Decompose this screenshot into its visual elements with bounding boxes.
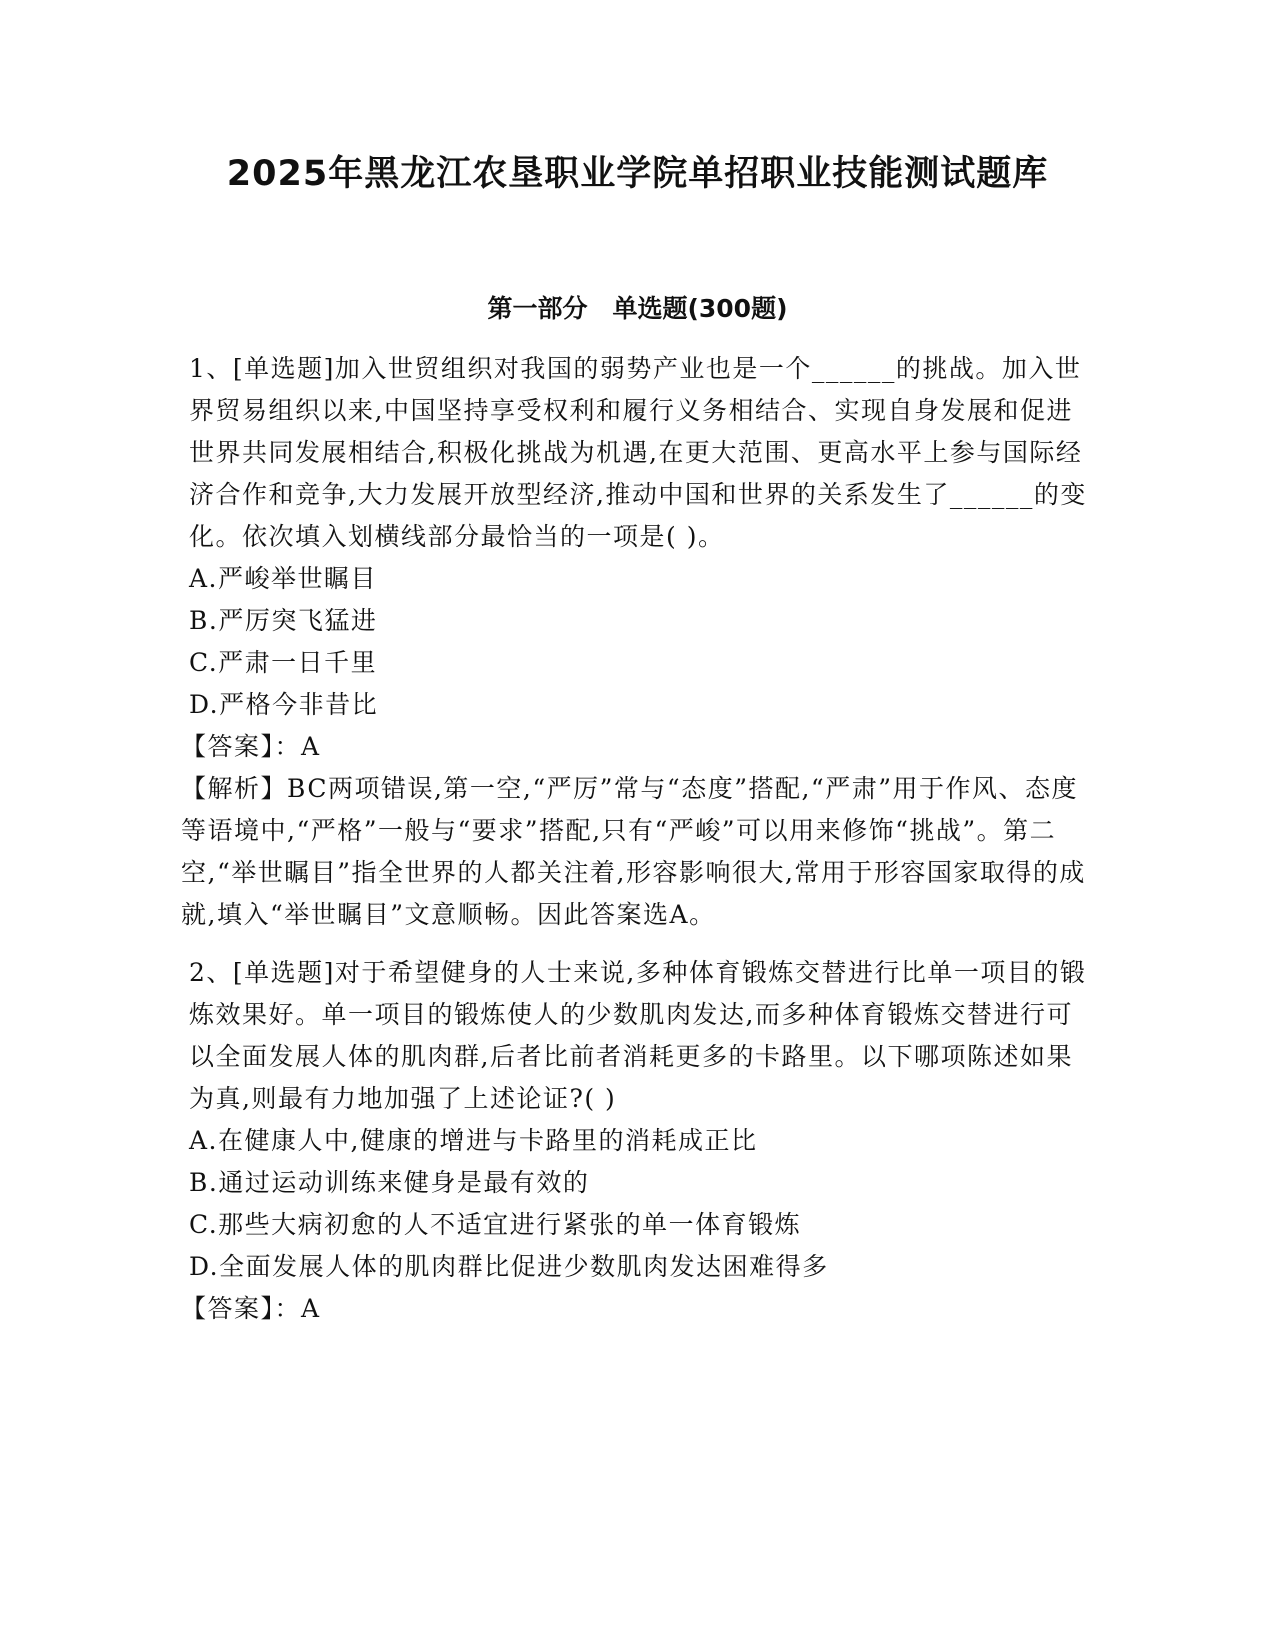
option-a: A.严峻举世瞩目 <box>189 564 378 593</box>
answer: 【答案】：A <box>181 732 321 761</box>
option-b: B.严厉突飞猛进 <box>189 606 378 635</box>
question-2 <box>181 952 1089 1330</box>
option-d: D.全面发展人体的肌肉群比促进少数肌肉发达困难得多 <box>189 1252 829 1281</box>
option-a: A.在健康人中,健康的增进与卡路里的消耗成正比 <box>189 1126 758 1155</box>
option-d: D.严格今非昔比 <box>189 690 379 719</box>
section-title: 第一部分 单选题(300题) <box>487 294 788 323</box>
option-b: B.通过运动训练来健身是最有效的 <box>189 1168 590 1197</box>
question-list <box>181 348 1089 1330</box>
question-stem: 1、[单选题]加入世贸组织对我国的弱势产业也是一个______的挑战。加入世界贸易组织以来,中国坚持享受权利和履行义务相结合、实现自身发展和促进世界共同发展相结合,积极化挑战为机遇,在更大范围、更高水平上参与国际经济合作和竞争,大力发展开放型经济,推动中国和世界的关系发生了______的变化。依次填入划横线部分最恰当的一项是( )。 <box>189 354 1087 551</box>
answer: 【答案】：A <box>181 1294 321 1323</box>
question-1 <box>181 348 1089 936</box>
option-c: C.严肃一日千里 <box>189 648 378 677</box>
question-stem: 2、[单选题]对于希望健身的人士来说,多种体育锻炼交替进行比单一项目的锻炼效果好。单一项目的锻炼使人的少数肌肉发达,而多种体育锻炼交替进行可以全面发展人体的肌肉群,后者比前者消耗更多的卡路里。以下哪项陈述如果为真,则最有力地加强了上述论证?( ) <box>189 958 1087 1113</box>
document-title: 2025年黑龙江农垦职业学院单招职业技能测试题库 <box>226 154 1049 194</box>
option-c: C.那些大病初愈的人不适宜进行紧张的单一体育锻炼 <box>189 1210 802 1239</box>
analysis: 【解析】BC两项错误,第一空,“严厉”常与“态度”搭配,“严肃”用于作风、态度等语境中,“严格”一般与“要求”搭配,只有“严峻”可以用来修饰“挑战”。第二空,“举世瞩目”指全世界的人都关注着,形容影响很大,常用于形容国家取得的成就,填入“举世瞩目”文意顺畅。因此答案选A。 <box>181 774 1086 929</box>
